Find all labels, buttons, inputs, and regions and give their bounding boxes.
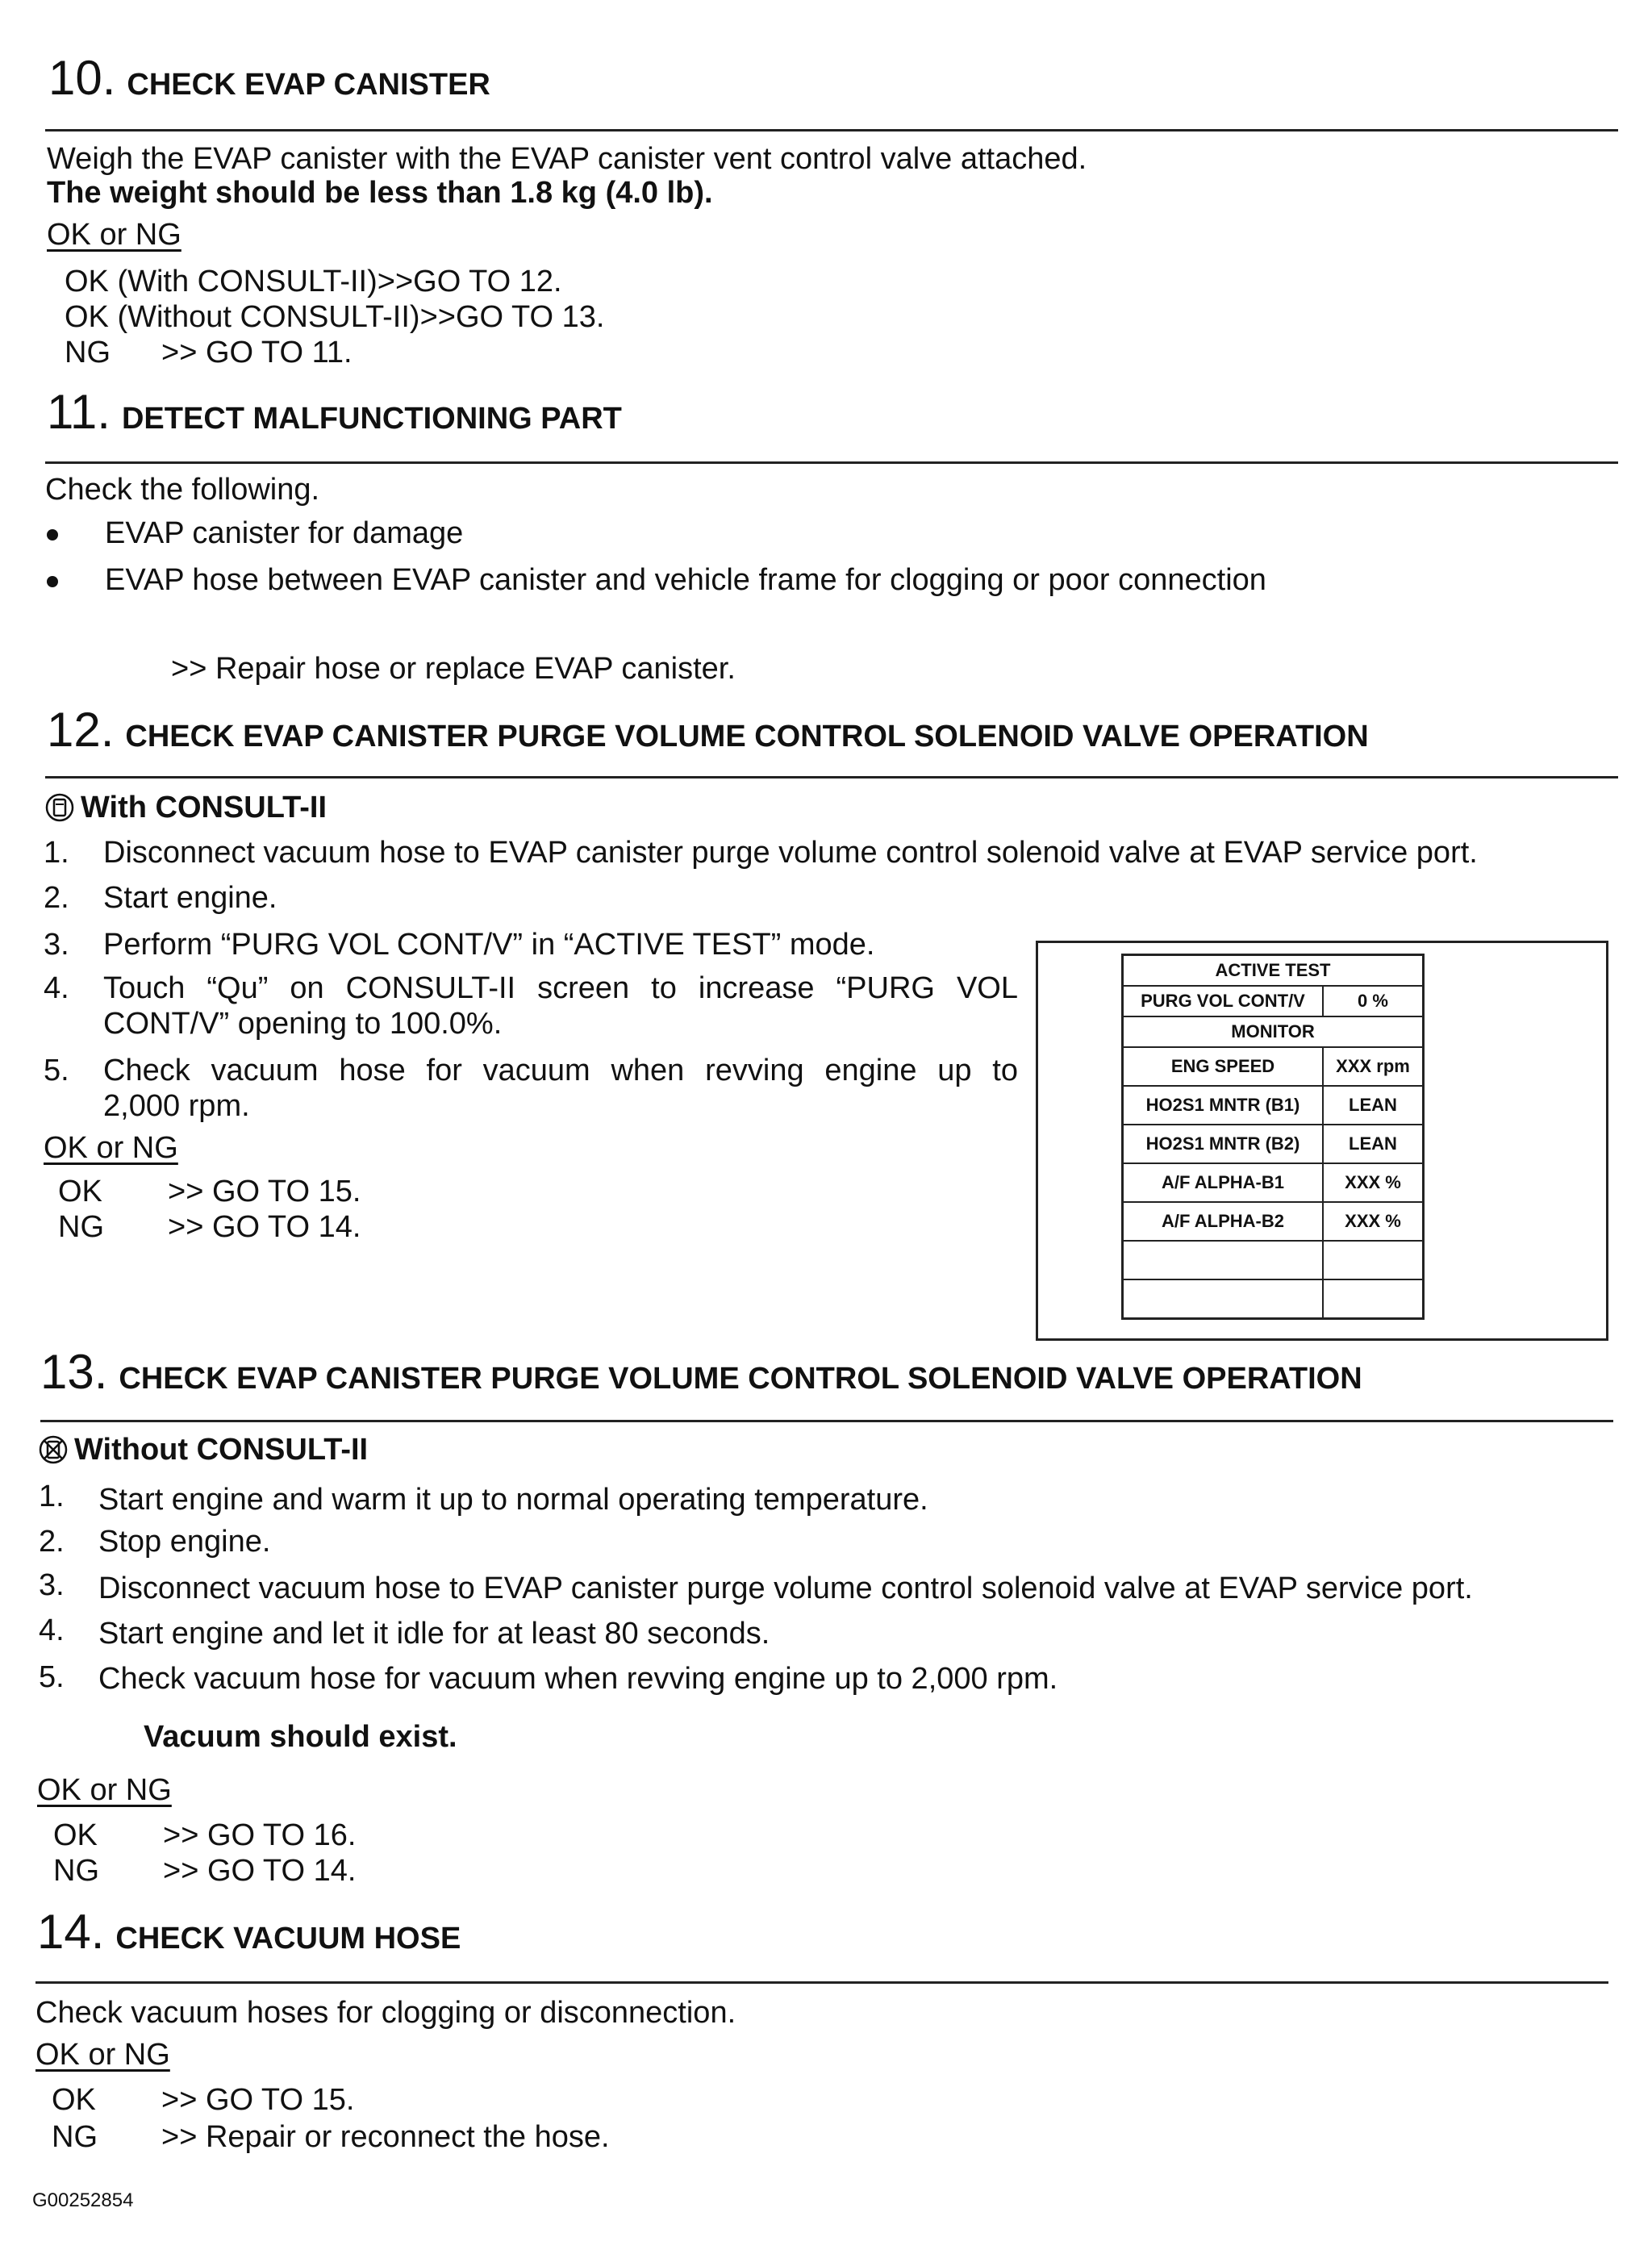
- step-10-instruction: Weigh the EVAP canister with the EVAP canister vent control valve attached.: [47, 142, 1087, 176]
- figure-id: G00252854: [32, 2189, 134, 2211]
- step-14-number: 14.: [37, 1905, 105, 1959]
- step-12-heading: [47, 702, 1369, 758]
- step-14-ng-target: >> Repair or reconnect the hose.: [161, 2120, 610, 2154]
- step-14-heading: [37, 1904, 461, 1960]
- step-13-spec: Vacuum should exist.: [144, 1720, 457, 1754]
- step-14-instruction: Check vacuum hoses for clogging or disconnection.: [35, 1996, 736, 2030]
- af-alpha-b2-label: A/F ALPHA-B2: [1123, 1202, 1324, 1241]
- step-10-result-ng-label: NG: [65, 336, 111, 369]
- step-13-ng-label: NG: [53, 1854, 99, 1888]
- step-12-title: CHECK EVAP CANISTER PURGE VOLUME CONTROL SOLENOID VALVE OPERATION: [125, 720, 1369, 753]
- step-12-item-4a: Touch “Qu” on CONSULT-II screen to increase “PURG VOL: [103, 971, 1018, 1005]
- step-13-item-1: Start engine and warm it up to normal operating temperature.: [98, 1483, 928, 1517]
- step-12-num-3: 3.: [44, 928, 69, 962]
- step-13-ok-target: >> GO TO 16.: [163, 1818, 357, 1852]
- step-10-number: 10.: [48, 51, 116, 105]
- active-test-header: ACTIVE TEST: [1123, 955, 1424, 987]
- af-alpha-b1-label: A/F ALPHA-B1: [1123, 1163, 1324, 1202]
- eng-speed-value: XXX rpm: [1323, 1047, 1424, 1086]
- monitor-header: MONITOR: [1123, 1016, 1424, 1047]
- step-12-ok-target: >> GO TO 15.: [168, 1175, 361, 1208]
- step-11-action: >> Repair hose or replace EVAP canister.: [171, 652, 736, 686]
- step-12-ng-target: >> GO TO 14.: [168, 1210, 361, 1244]
- consult-active-test-table: [1121, 954, 1425, 1320]
- empty-cell: [1323, 1279, 1424, 1319]
- step-14-ok-or-ng: OK or NG: [35, 2038, 170, 2072]
- step-12-ok-or-ng: OK or NG: [44, 1131, 178, 1165]
- step-12-item-5a: Check vacuum hose for vacuum when revving engine up to: [103, 1054, 1018, 1087]
- step-13-heading: [40, 1344, 1362, 1400]
- step-12-item-5b: 2,000 rpm.: [103, 1089, 250, 1123]
- ho2s1-b2-label: HO2S1 MNTR (B2): [1123, 1125, 1324, 1163]
- consult-tool-icon: [45, 793, 74, 822]
- step-14-ok-target: >> GO TO 15.: [161, 2083, 355, 2117]
- step-10-rule: [45, 129, 1618, 131]
- step-12-item-4b: CONT/V” opening to 100.0%.: [103, 1007, 503, 1041]
- step-13-item-2: Stop engine.: [98, 1525, 271, 1559]
- without-consult-label: Without CONSULT-II: [74, 1433, 369, 1467]
- step-11-intro: Check the following.: [45, 473, 320, 507]
- no-consult-tool-icon: [39, 1435, 68, 1464]
- step-12-ok-label: OK: [58, 1175, 102, 1208]
- step-14-ok-label: OK: [52, 2083, 96, 2117]
- step-11-number: 11.: [47, 385, 111, 439]
- step-12-item-2: Start engine.: [103, 881, 277, 915]
- step-13-item-5: Check vacuum hose for vacuum when revving engine up to 2,000 rpm.: [98, 1662, 1058, 1696]
- step-12-ng-label: NG: [58, 1210, 104, 1244]
- step-11-rule: [45, 461, 1618, 464]
- step-10-result-ok-with: OK (With CONSULT-II)>>GO TO 12.: [65, 265, 562, 298]
- step-10-ok-or-ng: OK or NG: [47, 218, 181, 252]
- step-10-result-ng-target: >> GO TO 11.: [161, 336, 353, 369]
- af-alpha-b1-value: XXX %: [1323, 1163, 1424, 1202]
- step-14-ng-label: NG: [52, 2120, 98, 2154]
- empty-cell: [1323, 1241, 1424, 1279]
- step-13-ok-or-ng: OK or NG: [37, 1773, 172, 1807]
- step-12-num-2: 2.: [44, 881, 69, 915]
- step-12-item-1: Disconnect vacuum hose to EVAP canister purge volume control solenoid valve at EVAP service port.: [103, 836, 1478, 870]
- empty-cell: [1123, 1279, 1324, 1319]
- step-11-title: DETECT MALFUNCTIONING PART: [121, 402, 622, 436]
- step-10-spec: The weight should be less than 1.8 kg (4.0 lb).: [47, 176, 713, 210]
- step-13-item-4: Start engine and let it idle for at least 80 seconds.: [98, 1617, 770, 1651]
- step-11-bullet-2: EVAP hose between EVAP canister and vehicle frame for clogging or poor connection: [105, 563, 1266, 597]
- step-13-without-consult: [39, 1433, 368, 1467]
- step-12-number: 12.: [47, 703, 115, 757]
- step-12-num-5: 5.: [44, 1054, 69, 1087]
- step-12-rule: [45, 776, 1618, 778]
- step-12-with-consult: [45, 791, 327, 825]
- purg-vol-label: PURG VOL CONT/V: [1123, 986, 1324, 1016]
- step-13-num-3: 3.: [39, 1568, 65, 1602]
- bullet-icon: [47, 576, 58, 587]
- step-11-heading: [47, 384, 622, 440]
- step-14-title: CHECK VACUUM HOSE: [115, 1922, 461, 1956]
- step-12-num-1: 1.: [44, 836, 69, 870]
- step-10-result-ok-without: OK (Without CONSULT-II)>>GO TO 13.: [65, 300, 605, 334]
- purg-vol-value: 0 %: [1323, 986, 1424, 1016]
- step-13-num-4: 4.: [39, 1613, 65, 1647]
- step-11-bullet-1: EVAP canister for damage: [105, 516, 464, 550]
- step-13-num-1: 1.: [39, 1480, 65, 1513]
- step-13-title: CHECK EVAP CANISTER PURGE VOLUME CONTROL SOLENOID VALVE OPERATION: [119, 1362, 1362, 1396]
- step-13-item-3: Disconnect vacuum hose to EVAP canister purge volume control solenoid valve at EVAP service port.: [98, 1572, 1473, 1605]
- step-12-num-4: 4.: [44, 971, 69, 1005]
- af-alpha-b2-value: XXX %: [1323, 1202, 1424, 1241]
- ho2s1-b1-label: HO2S1 MNTR (B1): [1123, 1086, 1324, 1125]
- ho2s1-b1-value: LEAN: [1323, 1086, 1424, 1125]
- step-13-num-5: 5.: [39, 1660, 65, 1694]
- step-13-ok-label: OK: [53, 1818, 98, 1852]
- empty-cell: [1123, 1241, 1324, 1279]
- step-13-number: 13.: [40, 1345, 108, 1399]
- with-consult-label: With CONSULT-II: [81, 791, 327, 824]
- bullet-icon: [47, 529, 58, 541]
- step-13-rule: [40, 1420, 1613, 1422]
- step-14-rule: [35, 1981, 1608, 1984]
- step-10-title: CHECK EVAP CANISTER: [127, 68, 490, 102]
- step-10-heading: [48, 50, 490, 106]
- eng-speed-label: ENG SPEED: [1123, 1047, 1324, 1086]
- step-12-item-3: Perform “PURG VOL CONT/V” in “ACTIVE TEST” mode.: [103, 928, 875, 962]
- ho2s1-b2-value: LEAN: [1323, 1125, 1424, 1163]
- step-13-ng-target: >> GO TO 14.: [163, 1854, 357, 1888]
- step-13-num-2: 2.: [39, 1525, 65, 1559]
